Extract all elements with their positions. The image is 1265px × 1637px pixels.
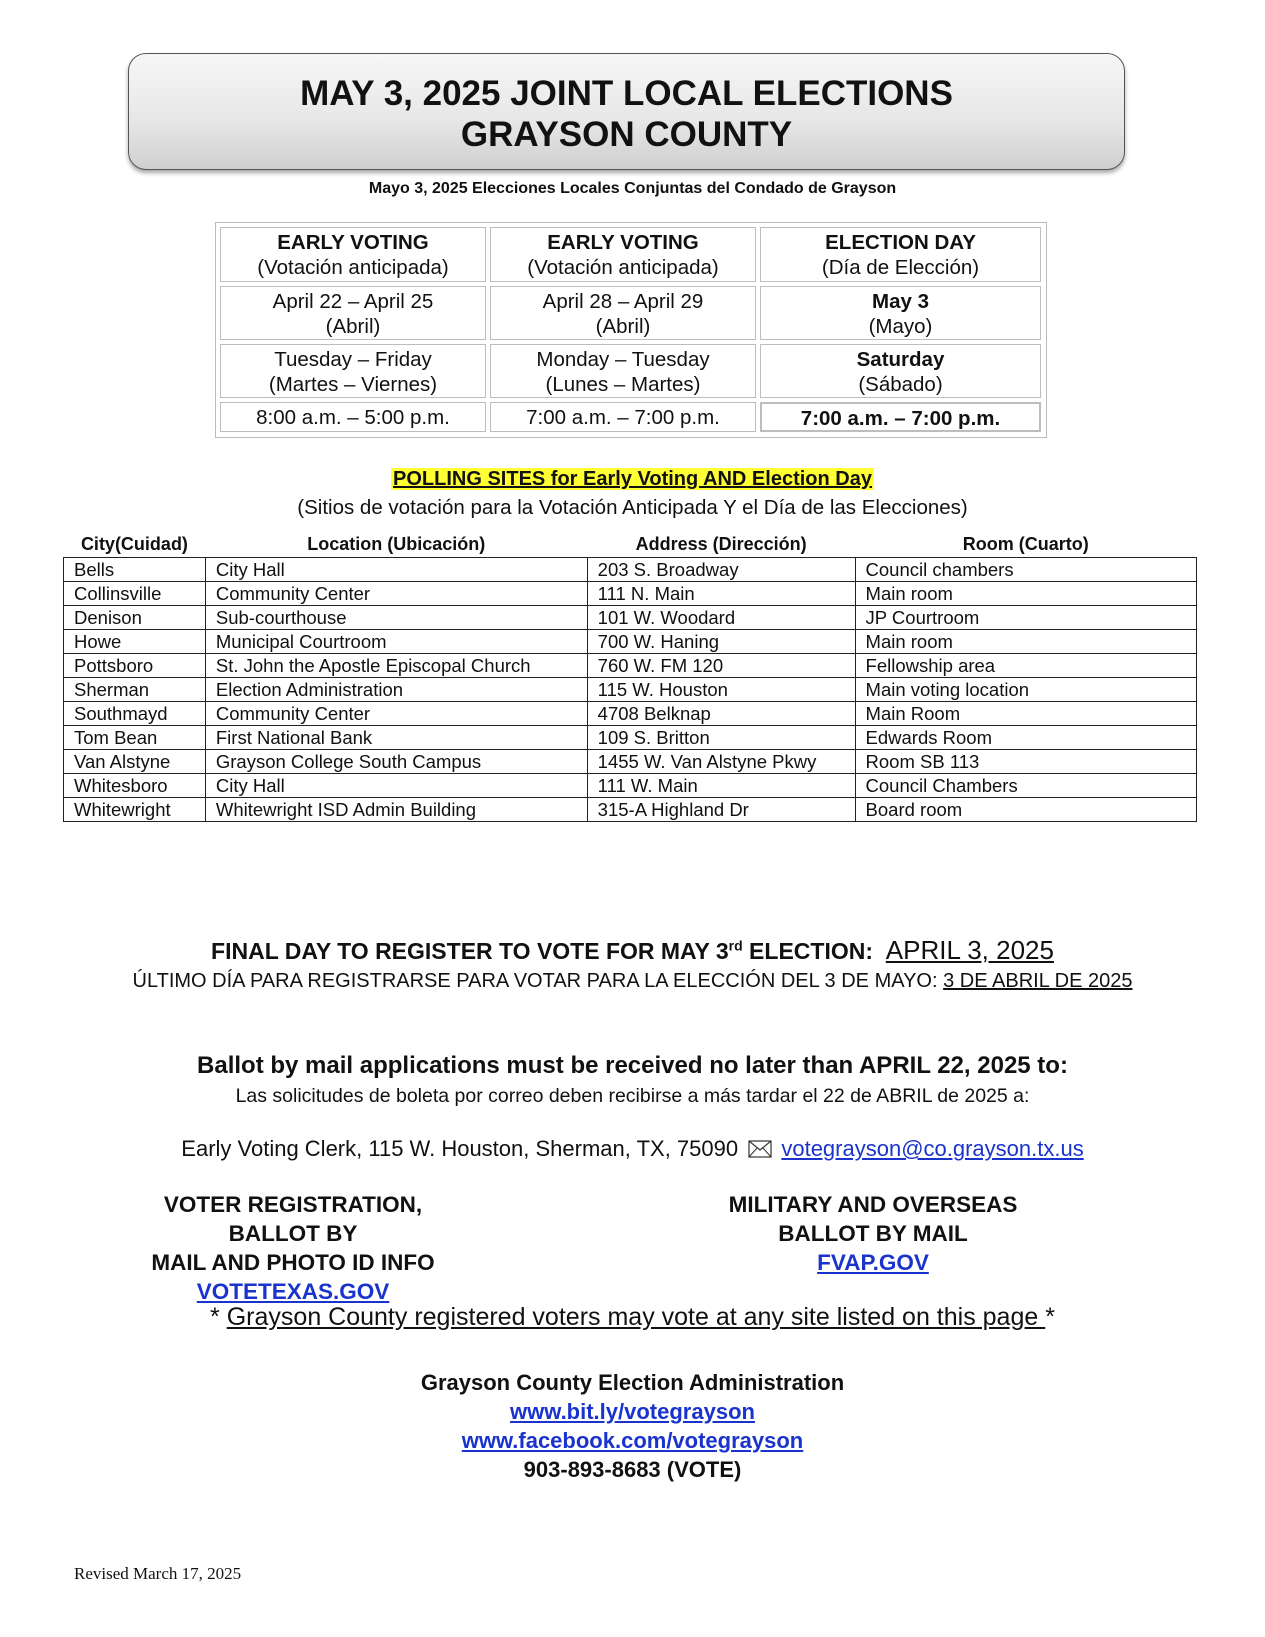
schedule-days-es: (Martes – Viernes) [268, 373, 438, 396]
schedule-days-es: (Lunes – Martes) [545, 373, 701, 396]
schedule-days: Monday – Tuesday [536, 348, 710, 371]
schedule-days: Saturday [856, 348, 945, 371]
site-address: 115 W. Houston [587, 678, 855, 702]
site-room: Main voting location [855, 678, 1196, 702]
schedule-dates-es: (Abril) [325, 315, 381, 338]
schedule-days-cell [760, 344, 1041, 398]
bitly-link[interactable]: www.bit.ly/votegrayson [510, 1399, 755, 1424]
site-location: Election Administration [205, 678, 587, 702]
page-subtitle: Mayo 3, 2025 Elecciones Locales Conjuntas del Condado de Grayson [368, 180, 897, 197]
table-row [64, 654, 1197, 678]
schedule-days-cell [490, 344, 756, 398]
column-header: Address (Dirección) [635, 533, 807, 554]
voter-registration-info [120, 1190, 466, 1306]
schedule-heading-es: (Día de Elección) [821, 256, 980, 279]
site-room: Board room [855, 798, 1196, 822]
schedule-heading: ELECTION DAY [825, 231, 976, 254]
schedule-heading-cell [760, 227, 1041, 282]
site-city: Whitewright [64, 798, 206, 822]
schedule-heading-cell [490, 227, 756, 282]
schedule-dates: May 3 [872, 290, 929, 313]
facebook-link[interactable]: www.facebook.com/votegrayson [461, 1428, 804, 1453]
schedule-hours: 7:00 a.m. – 7:00 p.m. [526, 406, 720, 429]
site-room: Fellowship area [855, 654, 1196, 678]
schedule-days-cell [220, 344, 486, 398]
polling-sites-table [63, 533, 1197, 822]
column-header: Room (Cuarto) [962, 533, 1089, 554]
site-city: Van Alstyne [64, 750, 206, 774]
site-address: 111 N. Main [587, 582, 855, 606]
site-location: Community Center [205, 702, 587, 726]
site-city: Sherman [64, 678, 206, 702]
schedule-hours-cell [760, 402, 1041, 432]
site-location: Sub-courthouse [205, 606, 587, 630]
site-location: Whitewright ISD Admin Building [205, 798, 587, 822]
registration-date-es: 3 DE ABRIL DE 2025 [943, 970, 1133, 992]
site-location: St. John the Apostle Episcopal Church [205, 654, 587, 678]
registration-label: FINAL DAY TO REGISTER TO VOTE FOR MAY 3 [211, 938, 729, 964]
schedule-heading: EARLY VOTING [277, 231, 429, 254]
polling-heading: POLLING SITES for Early Voting AND Election Day [393, 468, 872, 490]
registration-date: APRIL 3, 2025 [885, 935, 1054, 965]
mail-deadline: Ballot by mail applications must be received no later than APRIL 22, 2025 to: [197, 1052, 1068, 1079]
schedule-heading-es: (Votación anticipada) [527, 256, 719, 279]
registration-label-es: ÚLTIMO DÍA PARA REGISTRARSE PARA VOTAR PARA LA ELECCIÓN DEL 3 DE MAYO: [132, 970, 938, 992]
polling-sites-body [64, 558, 1197, 822]
voter-info-line2: MAIL AND PHOTO ID INFO [151, 1250, 435, 1275]
site-city: Pottsboro [64, 654, 206, 678]
clerk-address-line [0, 1136, 1265, 1162]
site-room: Room SB 113 [855, 750, 1196, 774]
schedule-hours-cell [220, 402, 486, 432]
table-row [64, 630, 1197, 654]
site-address: 760 W. FM 120 [587, 654, 855, 678]
schedule-heading-es: (Votación anticipada) [257, 256, 449, 279]
site-address: 1455 W. Van Alstyne Pkwy [587, 750, 855, 774]
site-city: Collinsville [64, 582, 206, 606]
schedule-dates-cell [490, 286, 756, 340]
registration-label-post: ELECTION: [742, 938, 874, 964]
votetexas-link[interactable]: VOTETEXAS.GOV [196, 1279, 390, 1304]
vote-anywhere-note [0, 1303, 1265, 1332]
schedule-days-es: (Sábado) [858, 373, 943, 396]
schedule-dates-cell [760, 286, 1041, 340]
site-address: 101 W. Woodard [587, 606, 855, 630]
site-address: 4708 Belknap [587, 702, 855, 726]
site-address: 111 W. Main [587, 774, 855, 798]
site-city: Whitesboro [64, 774, 206, 798]
table-row [64, 726, 1197, 750]
military-overseas-info [700, 1190, 1046, 1277]
table-row [64, 558, 1197, 582]
registration-label-sup: rd [728, 937, 743, 954]
site-city: Southmayd [64, 702, 206, 726]
envelope-icon [748, 1140, 772, 1158]
mail-deadline-es: Las solicitudes de boleta por correo deben recibirse a más tardar el 22 de ABRIL de 2025 a: [235, 1085, 1030, 1107]
schedule-heading-cell [220, 227, 486, 282]
site-room: Council chambers [855, 558, 1196, 582]
site-room: JP Courtroom [855, 606, 1196, 630]
admin-phone: 903-893-8683 (VOTE) [523, 1457, 742, 1482]
column-header: Location (Ubicación) [307, 533, 486, 554]
election-admin-contact [0, 1368, 1265, 1484]
table-row [64, 582, 1197, 606]
page-title-line1: MAY 3, 2025 JOINT LOCAL ELECTIONS [300, 74, 953, 113]
site-room: Main Room [855, 702, 1196, 726]
page-title-line2: GRAYSON COUNTY [460, 115, 793, 154]
schedule-dates-cell [220, 286, 486, 340]
note-prefix: * [210, 1303, 227, 1331]
schedule-hours: 7:00 a.m. – 7:00 p.m. [800, 407, 1001, 430]
table-row [64, 798, 1197, 822]
polling-heading-es: (Sitios de votación para la Votación Anticipada Y el Día de las Elecciones) [297, 496, 968, 519]
schedule-dates: April 22 – April 25 [272, 290, 434, 313]
table-row [64, 774, 1197, 798]
schedule-table [215, 222, 1047, 438]
polling-heading-wrap [0, 468, 1265, 491]
site-room: Main room [855, 630, 1196, 654]
site-room: Council Chambers [855, 774, 1196, 798]
site-city: Tom Bean [64, 726, 206, 750]
site-location: Grayson College South Campus [205, 750, 587, 774]
site-room: Main room [855, 582, 1196, 606]
site-location: Municipal Courtroom [205, 630, 587, 654]
registration-deadline [0, 935, 1265, 966]
site-location: City Hall [205, 774, 587, 798]
site-address: 203 S. Broadway [587, 558, 855, 582]
schedule-dates-es: (Abril) [595, 315, 651, 338]
admin-name: Grayson County Election Administration [420, 1370, 845, 1395]
schedule-days: Tuesday – Friday [274, 348, 432, 371]
site-room: Edwards Room [855, 726, 1196, 750]
site-city: Denison [64, 606, 206, 630]
schedule-heading: EARLY VOTING [547, 231, 699, 254]
table-row [64, 678, 1197, 702]
note-text: Grayson County registered voters may vote at any site listed on this page [226, 1303, 1046, 1331]
site-location: Community Center [205, 582, 587, 606]
table-row [64, 606, 1197, 630]
military-info-line1: MILITARY AND OVERSEAS [728, 1192, 1018, 1217]
column-header: City(Cuidad) [80, 533, 188, 554]
table-row [64, 750, 1197, 774]
schedule-hours-cell [490, 402, 756, 432]
email-link[interactable]: votegrayson@co.grayson.tx.us [781, 1136, 1084, 1161]
site-city: Howe [64, 630, 206, 654]
schedule-hours: 8:00 a.m. – 5:00 p.m. [256, 406, 450, 429]
site-address: 315-A Highland Dr [587, 798, 855, 822]
table-row [64, 702, 1197, 726]
site-city: Bells [64, 558, 206, 582]
site-location: City Hall [205, 558, 587, 582]
table-header-row [64, 533, 1197, 558]
military-info-line2: BALLOT BY MAIL [778, 1221, 968, 1246]
registration-deadline-es [80, 968, 1185, 995]
title-banner [128, 53, 1125, 170]
site-address: 109 S. Britton [587, 726, 855, 750]
revised-date: Revised March 17, 2025 [74, 1564, 242, 1583]
voter-info-line1: VOTER REGISTRATION, BALLOT BY [163, 1192, 423, 1246]
clerk-address: Early Voting Clerk, 115 W. Houston, Sherman, TX, 75090 [181, 1136, 739, 1161]
fvap-link[interactable]: FVAP.GOV [817, 1250, 929, 1275]
schedule-dates: April 28 – April 29 [542, 290, 704, 313]
note-suffix: * [1045, 1303, 1055, 1331]
schedule-dates-es: (Mayo) [868, 315, 933, 338]
site-address: 700 W. Haning [587, 630, 855, 654]
site-location: First National Bank [205, 726, 587, 750]
